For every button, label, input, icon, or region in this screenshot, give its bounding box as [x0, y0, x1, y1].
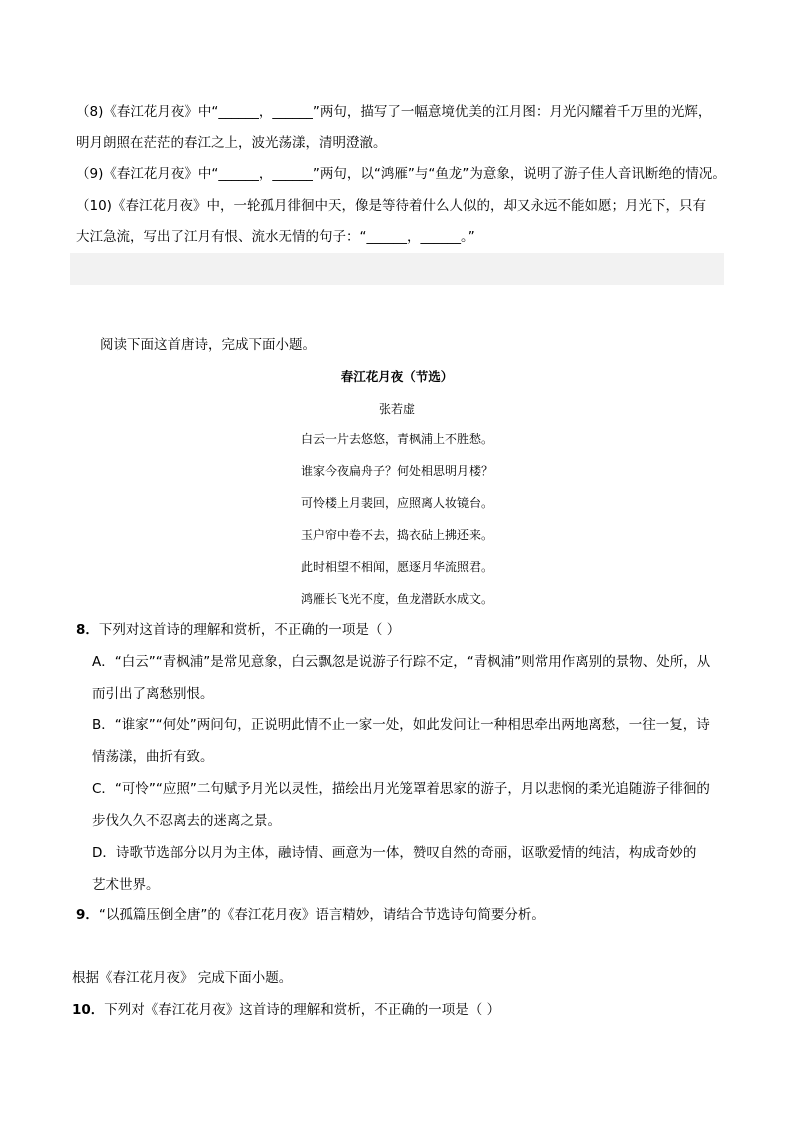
- option-c-line1: C．“可怜”“应照”二句赋予月光以灵性，描绘出月光笼罩着思家的游子，月以悲悯的柔光追随游子徘徊的: [92, 781, 710, 797]
- fill-in-q8-line2: 明月朗照在茫茫的春江之上，波光荡漾，清明澄澈。: [76, 135, 387, 151]
- option-d-line2: 艺术世界。: [92, 877, 160, 893]
- option-a-line2: 而引出了离愁别恨。: [92, 686, 214, 702]
- poem-line: 谁家今夜扁舟子？何处相思明月楼？: [300, 464, 493, 478]
- question-number: 10．: [72, 1002, 105, 1018]
- fill-in-q10-line1: （10)《春江花月夜》中，一轮孤月徘徊中天，像是等待着什么人似的，却又永远不能如愿；月光下，只有: [76, 198, 706, 214]
- reading-intro: 阅读下面这首唐诗，完成下面小题。: [100, 337, 316, 353]
- poem-line: 可怜楼上月裴回，应照离人妆镜台。: [300, 496, 493, 510]
- poem-title: 春江花月夜（节选）: [340, 369, 454, 384]
- poem-line: 白云一片去悠悠，青枫浦上不胜愁。: [300, 432, 493, 446]
- option-b-line1: B．“谁家”“何处”两问句，正说明此情不止一家一处，如此发问让一种相思牵出两地离愁，一往一复，诗: [92, 717, 710, 733]
- section-intro: 根据《春江花月夜》 完成下面小题。: [72, 970, 293, 986]
- question-9: [76, 905, 545, 925]
- fill-in-q9: （9)《春江花月夜》中“______，______”两句，以“鸿雁”与“鱼龙”为意象，说明了游子佳人音讯断绝的情况。: [76, 166, 726, 182]
- option-a-line1: A．“白云”“青枫浦”是常见意象，白云飘忽是说游子行踪不定，“青枫浦”则常用作离别的景物、处所，从: [92, 654, 711, 670]
- question-stem: 下列对这首诗的理解和赏析，不正确的一项是（ ）: [98, 622, 401, 638]
- option-c-line2: 步伐久久不忍离去的迷离之景。: [92, 813, 281, 829]
- question-8: [76, 620, 400, 640]
- question-number: 8．: [76, 622, 99, 638]
- question-10: [72, 1000, 500, 1020]
- answer-area-box: [70, 253, 724, 285]
- question-stem: “以孤篇压倒全唐”的《春江花月夜》语言精妙，请结合节选诗句简要分析。: [98, 907, 545, 923]
- poem-line: 鸿雁长飞光不度，鱼龙潜跃水成文。: [300, 592, 493, 606]
- poem-author: 张若虚: [378, 402, 415, 416]
- fill-in-q10-line2: 大江急流，写出了江月有恨、流水无情的句子：“______，______。”: [76, 229, 475, 245]
- fill-in-q8-line1: （8)《春江花月夜》中“______，______”两句，描写了一幅意境优美的江月图：月光闪耀着千万里的光辉，: [76, 104, 712, 120]
- question-number: 9．: [76, 907, 99, 923]
- option-b-line2: 情荡漾，曲折有致。: [92, 749, 214, 765]
- poem-line: 此时相望不相闻，愿逐月华流照君。: [300, 560, 493, 574]
- option-d-line1: D．诗歌节选部分以月为主体，融诗情、画意为一体，赞叹自然的奇丽，讴歌爱情的纯洁，构成奇妙的: [92, 845, 697, 861]
- poem-line: 玉户帘中卷不去，捣衣砧上拂还来。: [300, 528, 493, 542]
- question-stem: 下列对《春江花月夜》这首诗的理解和赏析，不正确的一项是（ ）: [104, 1002, 501, 1018]
